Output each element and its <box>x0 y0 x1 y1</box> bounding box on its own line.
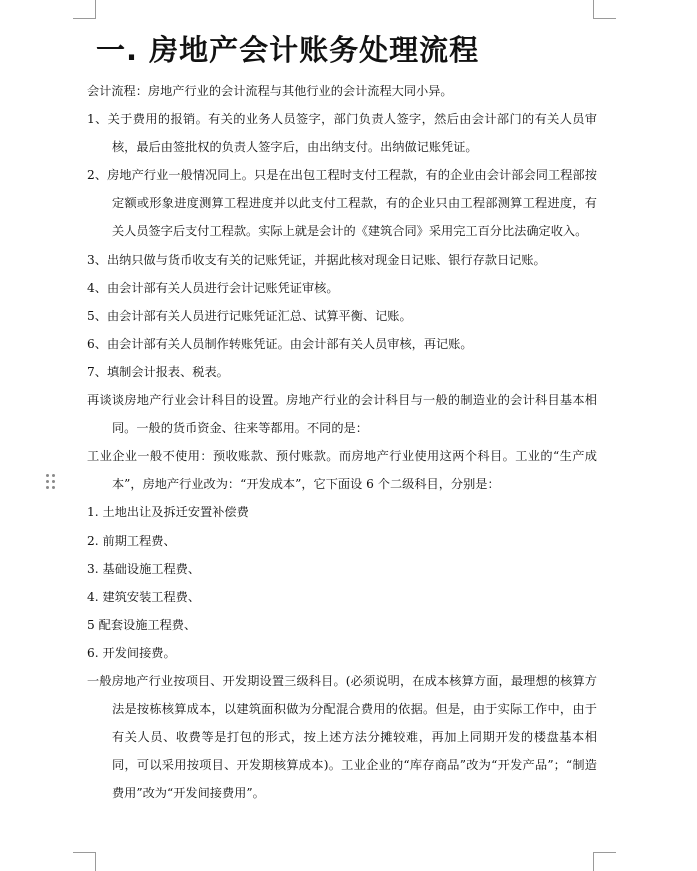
paragraph-intro: 会计流程：房地产行业的会计流程与其他行业的会计流程大同小异。 <box>87 84 453 98</box>
list-item-subaccount-2: 2. 前期工程费、 <box>87 533 176 548</box>
paragraph-step-3: 3、出纳只做与货币收支有关的记账凭证，并据此核对现金日记账、银行存款日记账。 <box>87 252 546 267</box>
paragraph-step-2: 2、房地产行业一般情况同上。只是在出包工程时支付工程款，有的企业由会计部会同工程部按定额或形象进度测算工程进度并以此支付工程款，有的企业只由工程部测算工程进度，有关人员签字后支付工程款。实际上就是会计的《建筑合同》采用完工百分比法确定收入。 <box>87 168 597 239</box>
document-body[interactable] <box>87 77 597 807</box>
list-item-subaccount-1: 1. 土地出让及拆迁安置补偿费 <box>87 505 249 520</box>
paragraph-industrial-comparison: 工业企业一般不使用：预收账款、预付账款。而房地产行业使用这两个科目。工业的“生产成本”，房地产行业改为：“开发成本”，它下面设 6 个二级科目，分别是： <box>87 449 597 492</box>
list-item-subaccount-4: 4. 建筑安装工程费、 <box>87 589 201 604</box>
paragraph-step-6: 6、由会计部有关人员制作转账凭证。由会计部有关人员审核，再记账。 <box>87 336 473 351</box>
paragraph-drag-handle-icon[interactable] <box>46 474 56 490</box>
page-corner-mark-top-left <box>73 0 96 19</box>
document-title: 一. 房地产会计账务处理流程 <box>96 33 480 67</box>
list-item-subaccount-6: 6. 开发间接费。 <box>87 645 176 660</box>
page-corner-mark-bottom-right <box>593 852 616 871</box>
paragraph-step-5: 5、由会计部有关人员进行记账凭证汇总、试算平衡、记账。 <box>87 308 412 323</box>
paragraph-step-1: 1、关于费用的报销。有关的业务人员签字，部门负责人签字，然后由会计部门的有关人员审核，最后由签批权的负责人签字后，由出纳支付。出纳做记账凭证。 <box>87 112 597 155</box>
paragraph-third-level-accounts: 一般房地产行业按项目、开发期设置三级科目。(必须说明，在成本核算方面，最理想的核算方法是按栋核算成本，以建筑面积做为分配混合费用的依据。但是，由于实际工作中，由于有关人员、收费等是打包的形式，按上述方法分摊较难，再加上同期开发的楼盘基本相同，可以采用按项目、开发期核算成本)。工业企业的“库存商品”改为“开发产品”；“制造费用”改为“开发间接费用”。 <box>87 673 597 801</box>
paragraph-step-4: 4、由会计部有关人员进行会计记账凭证审核。 <box>87 280 339 295</box>
list-item-subaccount-3: 3. 基础设施工程费、 <box>87 561 201 576</box>
paragraph-account-setup: 再谈谈房地产行业会计科目的设置。房地产行业的会计科目与一般的制造业的会计科目基本相同。一般的货币资金、往来等都用。不同的是： <box>87 393 597 436</box>
paragraph-step-7: 7、填制会计报表、税表。 <box>87 364 229 379</box>
page-corner-mark-bottom-left <box>73 852 96 871</box>
list-item-subaccount-5: 5 配套设施工程费、 <box>87 617 197 632</box>
page-corner-mark-top-right <box>593 0 616 19</box>
